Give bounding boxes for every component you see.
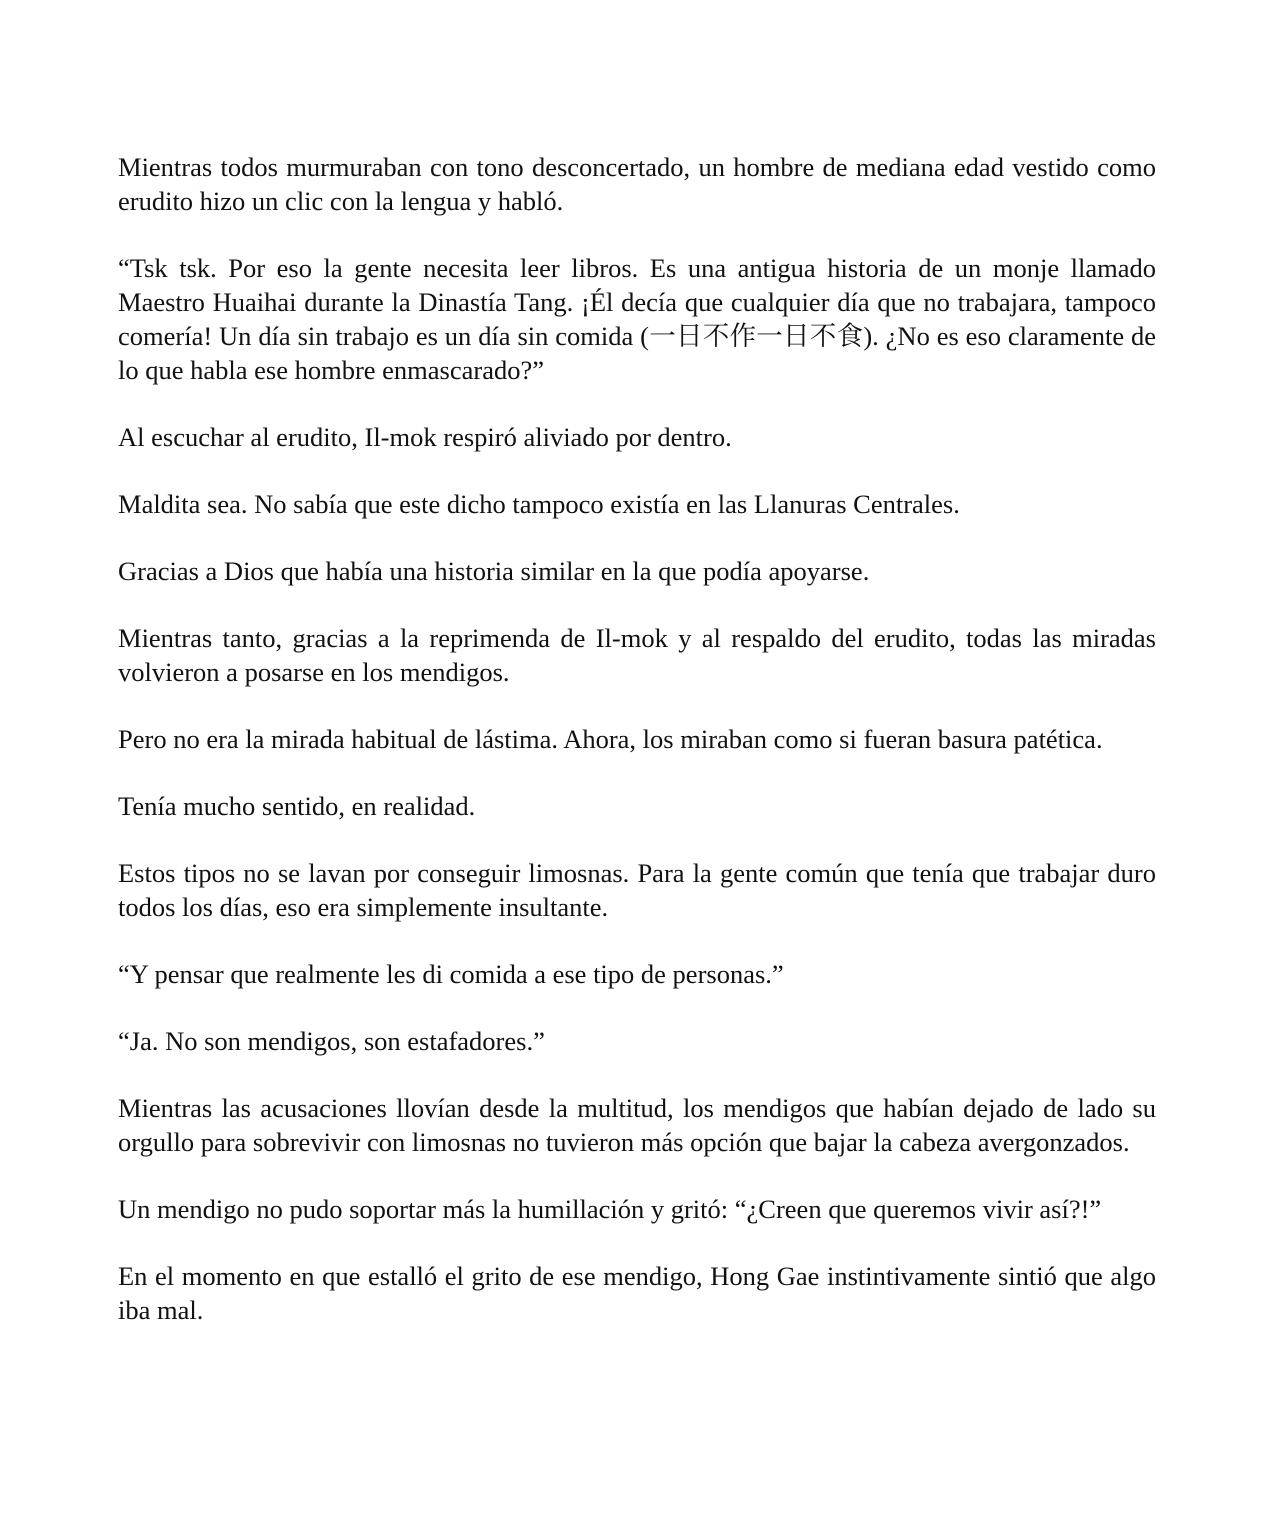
- paragraph-13: Un mendigo no pudo soportar más la humillación y gritó: “¿Creen que queremos vivir así?!”: [118, 1194, 1102, 1224]
- paragraph-9: Estos tipos no se lavan por conseguir limosnas. Para la gente común que tenía que trabajar duro todos los días, eso era simplemente insultante.: [118, 858, 1156, 922]
- paragraph-14: En el momento en que estalló el grito de ese mendigo, Hong Gae instintivamente sintió que algo iba mal.: [118, 1261, 1156, 1325]
- paragraph-7: Pero no era la mirada habitual de lástima. Ahora, los miraban como si fueran basura patética.: [118, 724, 1103, 754]
- paragraph-11: “Ja. No son mendigos, son estafadores.”: [118, 1026, 545, 1056]
- paragraph-8: Tenía mucho sentido, en realidad.: [118, 791, 476, 821]
- document-page: [118, 150, 1156, 1360]
- paragraph-3: Al escuchar al erudito, Il-mok respiró aliviado por dentro.: [118, 422, 732, 452]
- paragraph-1: Mientras todos murmuraban con tono desconcertado, un hombre de mediana edad vestido como erudito hizo un clic con la lengua y habló.: [118, 152, 1156, 216]
- paragraph-12: Mientras las acusaciones llovían desde la multitud, los mendigos que habían dejado de lado su orgullo para sobrevivir con limosnas no tuvieron más opción que bajar la cabeza avergonzados.: [118, 1093, 1156, 1157]
- paragraph-6: Mientras tanto, gracias a la reprimenda de Il-mok y al respaldo del erudito, todas las miradas volvieron a posarse en los mendigos.: [118, 623, 1156, 687]
- paragraph-10: “Y pensar que realmente les di comida a ese tipo de personas.”: [118, 959, 784, 989]
- paragraph-2: “Tsk tsk. Por eso la gente necesita leer libros. Es una antigua historia de un monje llamado Maestro Huaihai durante la Dinastía Tang. ¡Él decía que cualquier día que no trabajara, tampoco comería! Un día sin trabajo es un día sin comida (一日不作一日不食). ¿No es eso claramente de lo que habla ese hombre enmascarado?”: [118, 253, 1156, 385]
- paragraph-5: Gracias a Dios que había una historia similar en la que podía apoyarse.: [118, 556, 870, 586]
- paragraph-4: Maldita sea. No sabía que este dicho tampoco existía en las Llanuras Centrales.: [118, 489, 960, 519]
